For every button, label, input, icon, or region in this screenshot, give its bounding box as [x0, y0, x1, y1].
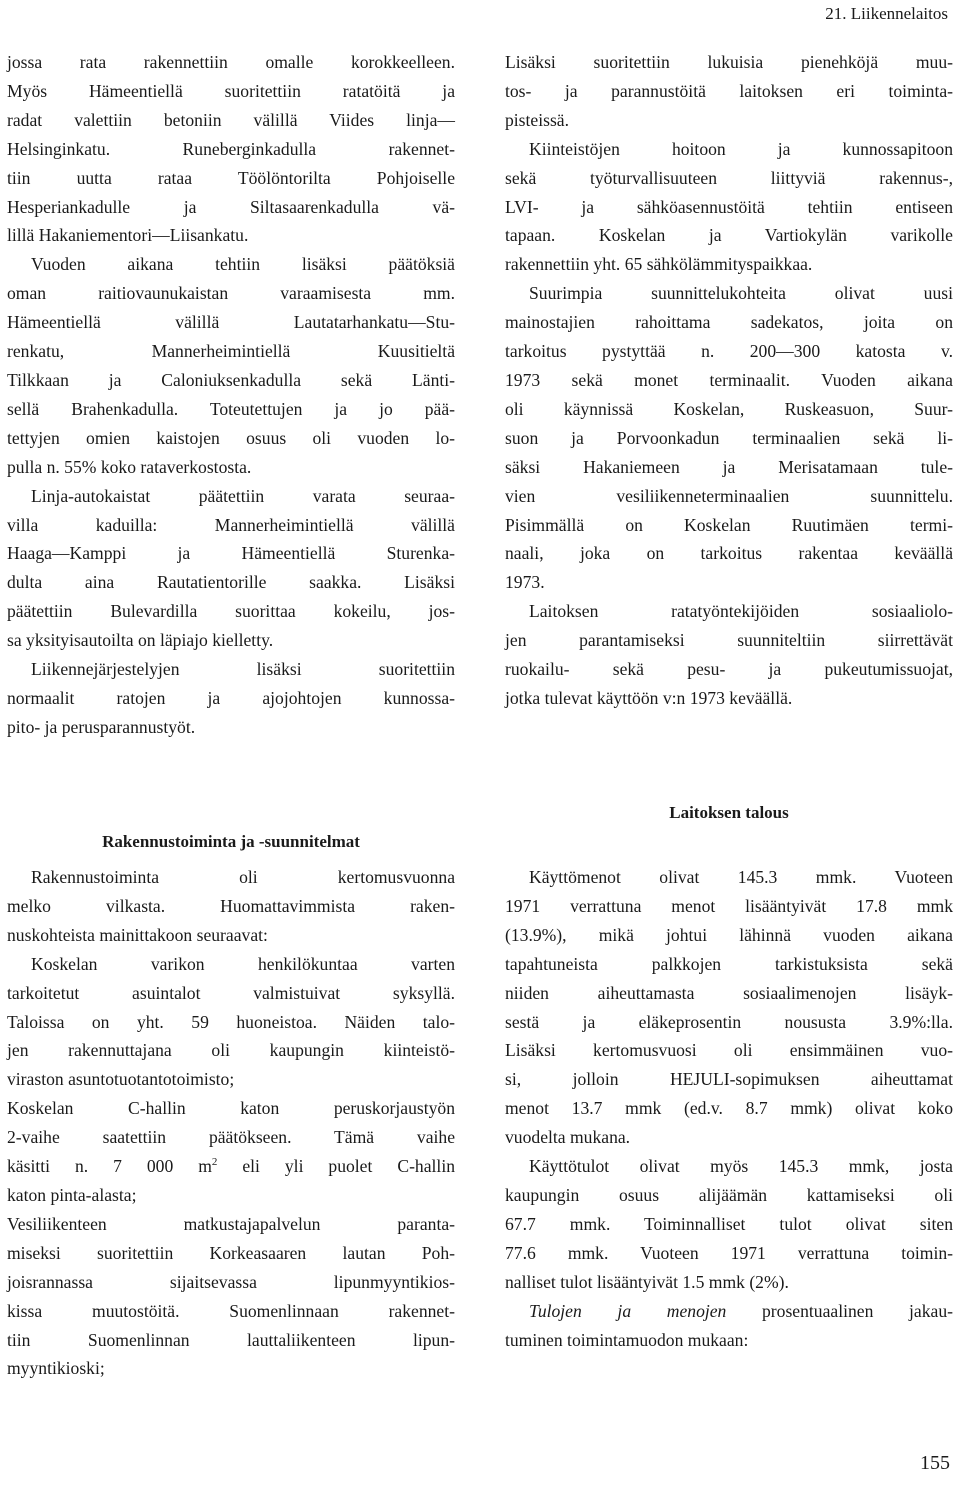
text-line: tiin uutta rataa Töölöntorilta Pohjoiselle — [7, 167, 455, 188]
text-line: jen rakennuttajana oli kaupungin kiinteistö- — [7, 1040, 455, 1061]
text-line: Vesiliikenteen matkustajapalvelun paranta- — [7, 1213, 455, 1234]
text-line: 1973. — [505, 572, 545, 593]
text-line: oman raitiovaunukaistan varaamisesta mm. — [7, 283, 455, 304]
text-line: Liikennejärjestelyjen lisäksi suoritettiin — [31, 659, 455, 680]
text-line: 77.6 mmk. Vuoteen 1971 verrattuna toimin- — [505, 1242, 953, 1263]
text-line: vien vesiliikenneterminaalien suunnittelu. — [505, 485, 953, 506]
text-line: mainostajien rahoittama sadekatos, joita on — [505, 312, 953, 333]
text-line: ruokailu- sekä pesu- ja pukeutumissuojat, — [505, 659, 953, 680]
text-line: tettyjen omien kaistojen osuus oli vuoden lo- — [7, 427, 455, 448]
text-line: suon ja Porvoonkadun terminaalien sekä li- — [505, 427, 953, 448]
text-line: säksi Hakaniemeen ja Merisatamaan tule- — [505, 456, 953, 477]
text-line: oli käynnissä Koskelan, Ruskeasuon, Suur- — [505, 398, 953, 419]
running-header: 21. Liikennelaitos — [825, 4, 948, 23]
italic-text: Tulojen ja menojen — [529, 1300, 727, 1321]
text-line — [7, 1152, 455, 1181]
text-line: normaalit ratojen ja ajojohtojen kunnossa- — [7, 687, 455, 708]
text-line: radat valettiin betoniin välillä Viides linja— — [7, 109, 455, 130]
text-line: pisteissä. — [505, 109, 570, 130]
text-line: Kiinteistöjen hoitoon ja kunnossapitoon — [529, 138, 953, 159]
text-line: tarkoitus pystyttää n. 200—300 katosta v. — [505, 341, 953, 362]
text-line: dulta aina Rautatientorille saakka. Lisäksi — [7, 572, 455, 593]
text-line: sa yksityisautoilta on läpiajo kielletty. — [7, 630, 274, 651]
text-fragment: prosentuaalinen jakau- — [726, 1300, 953, 1321]
text-line: 2-vaihe saatettiin päätökseen. Tämä vaihe — [7, 1127, 455, 1148]
left-column-top — [7, 48, 455, 742]
text-line: menot 13.7 mmk (ed.v. 8.7 mmk) olivat koko — [505, 1098, 953, 1119]
text-line: tarkoitetut asuintalot valmistuivat syksyllä. — [7, 982, 455, 1003]
text-line: 1973 sekä monet terminaalit. Vuoden aikana — [505, 369, 953, 390]
text-line: jen parantamiseksi suunniteltiin siirrettävät — [505, 630, 953, 651]
text-line: Tilkkaan ja Caloniuksenkadulla sekä Länti- — [7, 369, 455, 390]
text-line: sekä työturvallisuuteen liittyviä rakennus-, — [505, 167, 953, 188]
text-line: Lisäksi suoritettiin lukuisia pienehköjä muu- — [505, 52, 953, 72]
text-fragment: käsitti n. 7 000 m — [7, 1156, 212, 1177]
text-line: melko vilkasta. Huomattavimmista raken- — [7, 895, 455, 916]
text-line: tiin Suomenlinnan lauttaliikenteen lipun- — [7, 1329, 455, 1350]
text-line: vuodelta mukana. — [505, 1127, 631, 1148]
text-line: Myös Hämeentiellä suoritettiin ratatöitä ja — [7, 80, 455, 101]
text-line: nuskohteista mainittakoon seuraavat: — [7, 924, 268, 945]
text-line: 1971 verrattuna menot lisääntyivät 17.8 mmk — [505, 895, 953, 916]
text-line: naali, joka on tarkoitus rakentaa keväällä — [505, 543, 953, 564]
text-line: jotka tulevat käyttöön v:n 1973 keväällä. — [505, 687, 793, 708]
text-line: Haaga—Kamppi ja Hämeentiellä Sturenka- — [7, 543, 455, 564]
right-column-bottom — [505, 863, 953, 1354]
text-line: Vuoden aikana tehtiin lisäksi päätöksiä — [31, 254, 455, 275]
text-line — [505, 1297, 953, 1326]
text-line: katon pinta-alasta; — [7, 1184, 137, 1205]
text-line: niiden aiheuttamasta sosiaalimenojen lisäyk- — [505, 982, 953, 1003]
text-fragment: eli yli puolet C-hallin — [217, 1156, 455, 1177]
text-line: Helsinginkatu. Runeberginkadulla rakennet- — [7, 138, 455, 159]
text-line: 67.7 mmk. Toiminnalliset tulot olivat siten — [505, 1213, 953, 1234]
section-heading-finances: Laitoksen talous — [669, 803, 789, 822]
text-line: Koskelan varikon henkilökuntaa varten — [31, 953, 455, 974]
text-line: (13.9%), mikä johtui lähinnä vuoden aikana — [505, 924, 953, 945]
text-line: sellä Brahenkadulla. Toteutettujen ja jo pää- — [7, 398, 455, 419]
text-line: si, jolloin HEJULI-sopimuksen aiheuttamat — [505, 1069, 953, 1090]
text-line: pulla n. 55% koko rataverkostosta. — [7, 456, 252, 477]
text-line: Käyttötulot olivat myös 145.3 mmk, josta — [529, 1156, 953, 1177]
text-line: sestä ja eläkeprosentin noususta 3.9%:lla. — [505, 1011, 953, 1032]
text-line: Suurimpia suunnittelukohteita olivat uusi — [529, 283, 953, 304]
superscript: 2 — [211, 1156, 218, 1169]
text-line: Pisimmällä on Koskelan Ruutimäen termi- — [505, 514, 953, 535]
text-line: Koskelan C-hallin katon peruskorjaustyön — [7, 1098, 455, 1119]
text-line: Lisäksi kertomusvuosi oli ensimmäinen vuo- — [505, 1040, 953, 1061]
page-number: 155 — [920, 1452, 950, 1474]
text-line: LVI- ja sähköasennustöitä tehtiin entiseen — [505, 196, 953, 217]
left-column-bottom — [7, 863, 455, 1383]
text-line: villa kaduilla: Mannerheimintiellä välillä — [7, 514, 455, 535]
text-line: lillä Hakaniementori—Liisankatu. — [7, 225, 249, 246]
text-line: pito- ja perusparannustyöt. — [7, 716, 196, 737]
text-line: päätettiin Bulevardilla suorittaa kokeilu, jos- — [7, 601, 455, 622]
text-line: kaupungin osuus alijäämän kattamiseksi oli — [505, 1184, 953, 1205]
text-line: tuminen toimintamuodon mukaan: — [505, 1329, 749, 1350]
right-column-top — [505, 48, 953, 713]
text-line: tapaan. Koskelan ja Vartiokylän varikolle — [505, 225, 953, 246]
text-line: Laitoksen ratatyöntekijöiden sosiaaliolo- — [529, 601, 953, 622]
text-line: Käyttömenot olivat 145.3 mmk. Vuoteen — [529, 867, 953, 887]
text-line: rakennettiin yht. 65 sähkölämmityspaikkaa. — [505, 254, 813, 275]
text-line: miseksi suoritettiin Korkeasaaren lautan Poh- — [7, 1242, 455, 1263]
section-heading-construction: Rakennustoiminta ja -suunnitelmat — [102, 832, 360, 851]
text-line: viraston asuntotuotantotoimisto; — [7, 1069, 235, 1090]
text-line: tapahtuneista palkkojen tarkistuksista sekä — [505, 953, 953, 974]
text-line: joisrannassa sijaitsevassa lipunmyyntikios- — [7, 1271, 455, 1292]
text-line: renkatu, Mannerheimintiellä Kuusitieltä — [7, 341, 455, 362]
text-line: Taloissa on yht. 59 huoneistoa. Näiden talo- — [7, 1011, 455, 1032]
text-line: Hesperiankadulle ja Siltasaarenkadulla vä- — [7, 196, 455, 217]
text-line: tos- ja parannustöitä laitoksen eri toiminta- — [505, 80, 953, 101]
text-line: Rakennustoiminta oli kertomusvuonna — [31, 867, 455, 887]
text-line: kissa muutostöitä. Suomenlinnaan rakennet- — [7, 1300, 455, 1321]
text-line: nalliset tulot lisääntyivät 1.5 mmk (2%). — [505, 1271, 789, 1292]
text-line: Linja-autokaistat päätettiin varata seuraa- — [31, 485, 455, 506]
text-line: jossa rata rakennettiin omalle korokkeelleen. — [7, 52, 455, 72]
text-line: myyntikioski; — [7, 1358, 105, 1379]
text-line: Hämeentiellä välillä Lautatarhankatu—Stu- — [7, 312, 455, 333]
